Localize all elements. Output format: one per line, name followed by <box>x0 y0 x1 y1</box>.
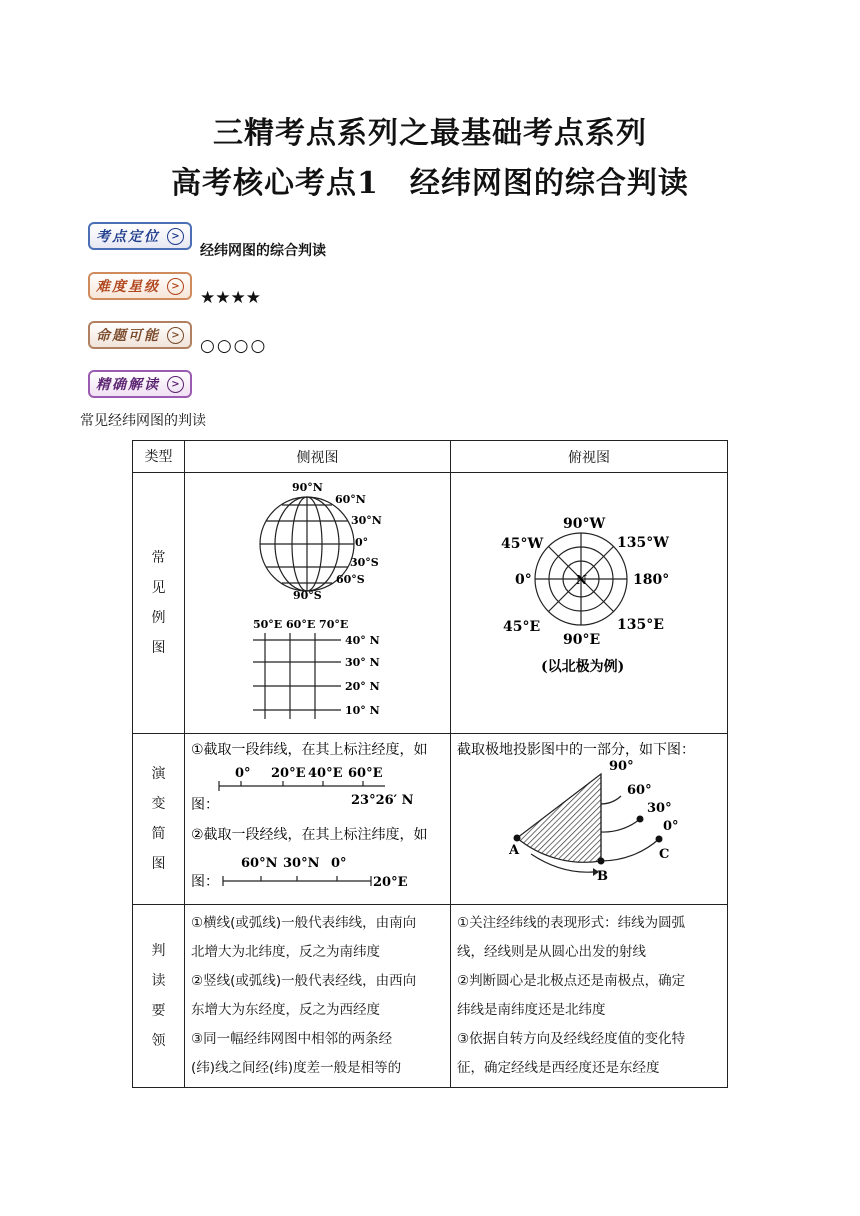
row-head-char: 见 <box>151 580 166 596</box>
sector-label: 90° <box>609 759 634 774</box>
polar-label: 45°E <box>503 619 541 635</box>
top-view-diagram <box>451 473 727 729</box>
grid-top-label: 50°E 60°E 70°E <box>253 618 349 631</box>
row-head-char: 例 <box>151 610 166 626</box>
polar-label: 90°E <box>563 632 601 648</box>
lon-value-label: 20°E <box>373 875 408 890</box>
polar-label: 135°W <box>617 535 669 551</box>
row-head-char: 图 <box>151 640 166 656</box>
top-view-cell <box>451 473 728 734</box>
key-line: ③同一幅经纬网图中相邻的两条经 <box>191 1031 393 1047</box>
row-head-char: 变 <box>151 796 166 812</box>
row-head-variations <box>133 734 185 905</box>
grid-lat-label: 10° N <box>345 704 380 717</box>
variation-side-diagram <box>185 734 450 900</box>
variation-text-1: ①截取一段纬线，在其上标注经度，如 <box>191 742 428 758</box>
variation-top-text: 截取极地投影图中的一部分，如下图： <box>457 742 695 758</box>
latlon-table <box>132 440 728 1088</box>
point-b <box>598 858 605 865</box>
title-line-2: 高考核心考点1 经纬网图的综合判读 <box>171 166 689 201</box>
keys-top-cell <box>451 905 728 1088</box>
globe-label: 30°N <box>351 514 382 527</box>
key-line: 东增大为东经度，反之为西经度 <box>191 1002 380 1018</box>
header-type: 类型 <box>133 441 185 473</box>
key-line: ②判断圆心是北极点还是南极点，确定 <box>457 973 686 989</box>
difficulty-stars: ★★★★ <box>200 288 261 308</box>
globe-label: 90°S <box>293 589 322 602</box>
lat-value-label: 23°26′ N <box>351 793 414 808</box>
variation-text-2-end: 图： <box>191 874 219 890</box>
globe-label: 90°N <box>292 481 323 494</box>
keys-side-cell <box>185 905 451 1088</box>
row-head-examples <box>133 473 185 734</box>
north-pole-label: N <box>576 573 587 587</box>
grid-lat-label: 20° N <box>345 680 380 693</box>
key-line: ①关注经纬线的表现形式：纬线为圆弧 <box>457 915 686 931</box>
lon-segment-label: 30°N <box>283 856 320 871</box>
kaodian-value: 经纬网图的综合判读 <box>200 243 326 259</box>
key-line: (纬)线之间经(纬)度差一般是相等的 <box>191 1060 402 1076</box>
variation-text-2: ②截取一段经线，在其上标注纬度，如 <box>191 827 428 843</box>
lon-segment-label: 60°N <box>241 856 278 871</box>
point-30 <box>637 816 644 823</box>
polar-label: 45°W <box>501 536 544 552</box>
variation-side-cell <box>185 734 451 905</box>
key-line: 北增大为北纬度，反之为南纬度 <box>191 944 380 960</box>
globe-label: 0° <box>355 536 369 549</box>
grid-lat-label: 40° N <box>345 634 380 647</box>
tag-label: 命题可能 <box>96 328 160 344</box>
intro-text: 常见经纬网图的判读 <box>80 413 206 429</box>
shaded-sector <box>517 774 601 862</box>
lat-segment-label: 60°E <box>348 766 383 781</box>
point-a <box>514 835 521 842</box>
polar-label: 180° <box>633 572 670 588</box>
key-line: ③依据自转方向及经线经度值的变化特 <box>457 1031 686 1047</box>
row-head-char: 读 <box>151 973 166 989</box>
sector-label: 0° <box>663 819 679 834</box>
chevron-right-icon: > <box>167 278 184 295</box>
tag-label: 考点定位 <box>96 229 160 245</box>
header-top-view: 俯视图 <box>451 441 728 473</box>
globe-label: 60°S <box>336 573 365 586</box>
polar-label: 90°W <box>563 516 606 532</box>
polar-caption: (以北极为例) <box>541 659 625 675</box>
tag-kaodian-dingwei <box>88 222 192 250</box>
polar-label: 135°E <box>617 617 664 633</box>
point-c <box>656 836 663 843</box>
tag-interpretation <box>88 370 192 398</box>
side-view-cell <box>185 473 451 734</box>
chevron-right-icon: > <box>167 376 184 393</box>
key-line: ②竖线(或弧线)一般代表经线，由西向 <box>191 973 417 989</box>
side-view-diagram <box>185 473 450 729</box>
tag-label: 精确解读 <box>96 377 160 393</box>
grid-lat-label: 30° N <box>345 656 380 669</box>
key-line: 征，确定经线是西经度还是东经度 <box>457 1060 660 1076</box>
row-head-char: 图 <box>151 856 166 872</box>
row-head-char: 领 <box>151 1033 166 1049</box>
tag-label: 难度星级 <box>96 279 160 295</box>
chevron-right-icon: > <box>167 327 184 344</box>
variation-top-diagram <box>451 734 727 900</box>
point-label: A <box>509 843 520 858</box>
title-line-1: 三精考点系列之最基础考点系列 <box>213 116 647 151</box>
row-head-char: 简 <box>151 826 166 842</box>
header-side-view: 侧视图 <box>185 441 451 473</box>
tag-likelihood <box>88 321 192 349</box>
lat-segment-line <box>219 781 385 791</box>
key-line: ①横线(或弧线)一般代表纬线，由南向 <box>191 915 417 931</box>
point-label: C <box>659 847 670 862</box>
lon-segment-label: 0° <box>331 856 347 871</box>
polar-label: 0° <box>515 572 532 588</box>
globe-label: 30°S <box>350 556 379 569</box>
sector-label: 30° <box>647 801 672 816</box>
lat-segment-label: 0° <box>235 766 251 781</box>
tag-difficulty <box>88 272 192 300</box>
row-head-char: 要 <box>151 1003 166 1019</box>
row-head-char: 演 <box>151 766 166 782</box>
variation-top-cell <box>451 734 728 905</box>
point-label: B <box>597 869 608 884</box>
row-head-char: 判 <box>151 943 166 959</box>
key-line: 线，经线则是从圆心出发的射线 <box>457 944 646 960</box>
lat-segment-label: 40°E <box>308 766 343 781</box>
variation-text-1-end: 图： <box>191 797 219 813</box>
row-head-char: 常 <box>151 550 166 566</box>
chevron-right-icon: > <box>167 228 184 245</box>
row-head-keys <box>133 905 185 1088</box>
globe-label: 60°N <box>335 493 366 506</box>
likelihood-circles: ○○○○ <box>200 336 268 356</box>
key-line: 纬线是南纬度还是北纬度 <box>457 1002 606 1018</box>
sector-label: 60° <box>627 783 652 798</box>
lon-segment-line <box>223 876 371 886</box>
grid-figure <box>253 633 341 719</box>
lat-segment-label: 20°E <box>271 766 306 781</box>
